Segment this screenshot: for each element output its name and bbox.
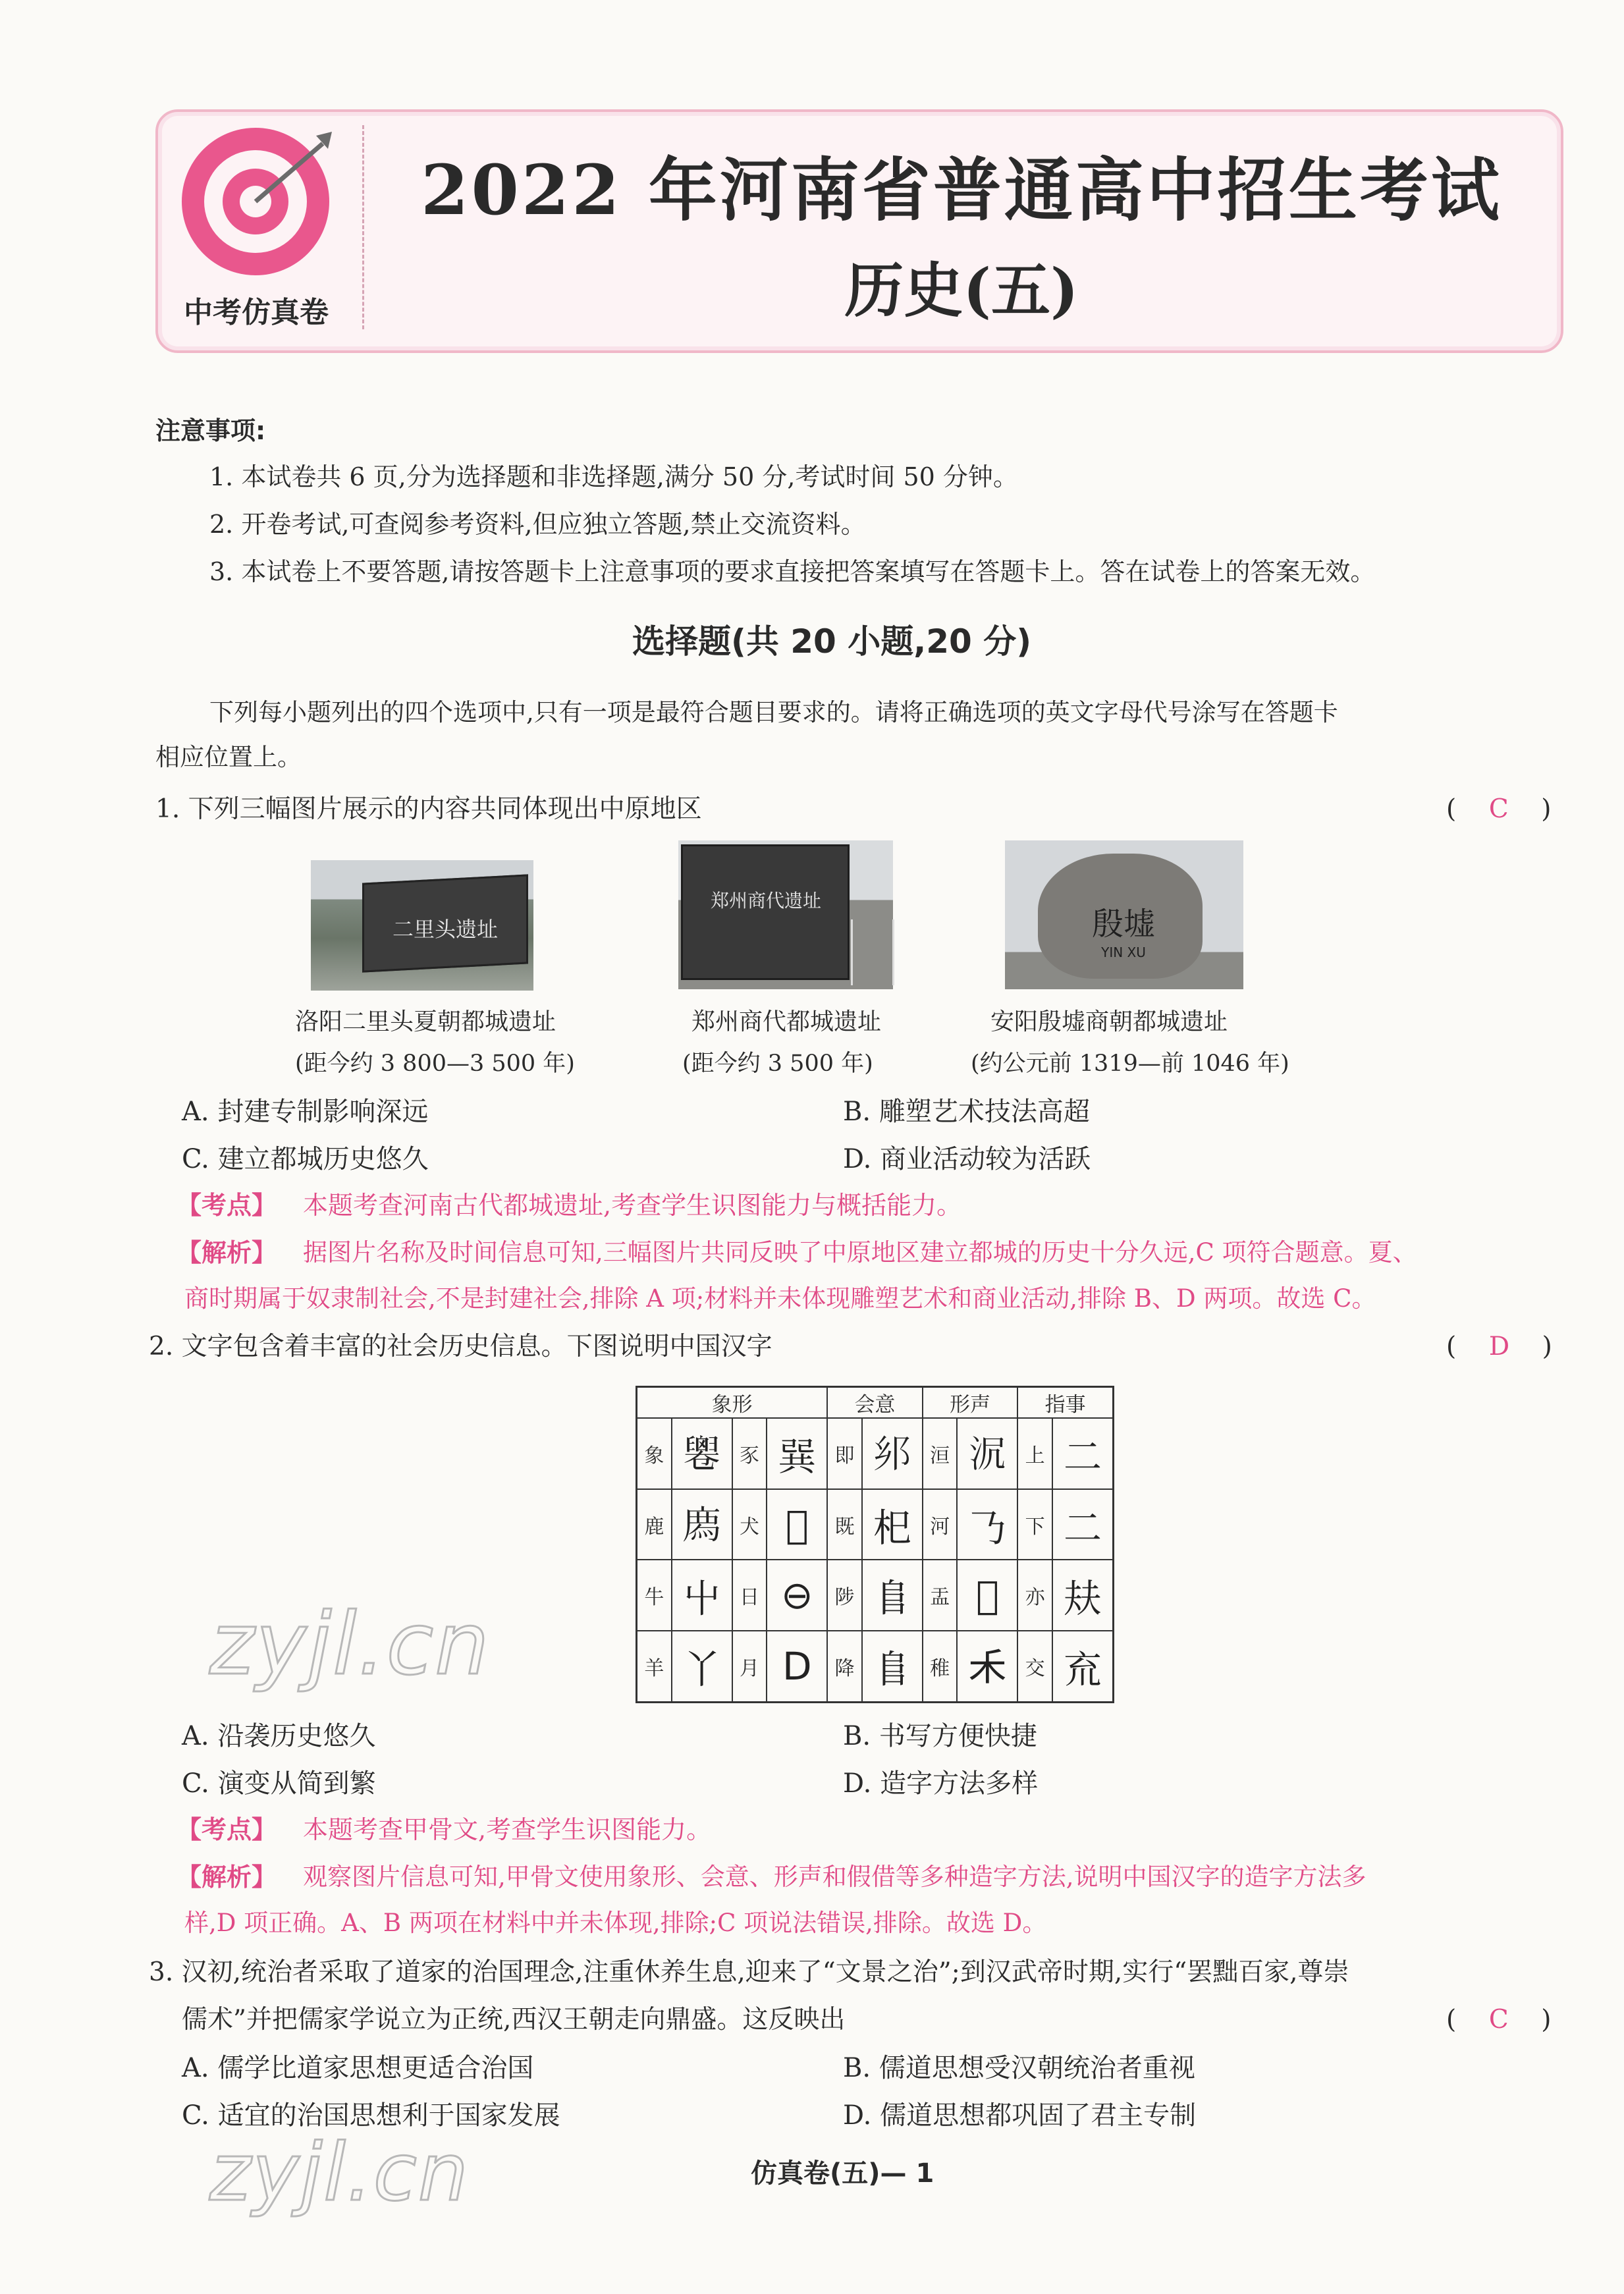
table-row [637,1560,1114,1631]
q2-kaodian: 本题考查甲骨文,考查学生识图能力。 [303,1815,712,1844]
q1-jiexi: 据图片名称及时间信息可知,三幅图片共同反映了中原地区建立都城的历史十分久远,C 项符合题意。夏、 [303,1238,1417,1267]
table-glyph: 丫 [672,1631,732,1702]
photo-yinxu-date: (约公元前 1319—前 1046 年) [971,1051,1289,1077]
q1-option-a: A. 封建专制影响深远 [182,1097,429,1127]
q3-option-a: A. 儒学比道家思想更适合治国 [182,2053,534,2083]
table-cell: 鹿 [637,1489,672,1560]
logo [170,124,367,335]
table-cell: 牛 [637,1560,672,1631]
photo-yinxu-inscription: 殷墟 [1091,906,1155,942]
q1-kaodian-tag: 【考点】 [176,1191,277,1220]
q1-answer-slot: ( C ) [1446,794,1552,824]
q2-option-a: A. 沿袭历史悠久 [182,1721,376,1751]
notice-heading: 注意事项: [155,416,266,445]
q3-option-d: D. 儒道思想都巩固了君主专制 [843,2100,1197,2131]
table-glyph: 𥂅 [957,1560,1017,1631]
logo-label: 中考仿真卷 [184,296,329,329]
q2-kaodian-tag: 【考点】 [176,1815,277,1844]
header-divider [362,125,364,329]
page-footer: 仿真卷(五)— 1 [751,2158,934,2189]
q1-jiexi-tag: 【解析】 [176,1238,277,1267]
table-cell: 洹 [923,1418,958,1489]
table-glyph: 𨸏 [862,1631,923,1702]
q1-kaodian: 本题考查河南古代都城遗址,考查学生识图能力与概括能力。 [303,1191,962,1220]
oracle-bone-table [636,1386,1114,1703]
q1-option-b: B. 雕塑艺术技法高超 [843,1097,1090,1127]
photo-erlitou-inscription: 二里头遗址 [392,917,498,942]
table-header-pictographic: 象形 [637,1387,828,1419]
q3-answer: C [1488,2005,1509,2035]
watermark: zyjl.cn [209,1594,491,1694]
table-cell: 犬 [732,1489,767,1560]
photo-zhengzhou [678,840,893,989]
section-instruction: 下列每小题列出的四个选项中,只有一项是最符合题目要求的。请将正确选项的英文字母代号涂写在答题卡 [209,698,1338,726]
q3-stem: 3. 汉初,统治者采取了道家的治国理念,注重休养生息,迎来了“文景之治”;到汉武帝时期,实行“罢黜百家,尊崇 [149,1957,1349,1987]
table-cell: 上 [1017,1418,1052,1489]
photo-zhengzhou-date: (距今约 3 500 年) [682,1051,873,1077]
notice-item-3: 3. 本试卷上不要答题,请按答题卡上注意事项的要求直接把答案填写在答题卡上。答在试卷上的答案无效。 [209,557,1376,586]
table-glyph: 𥝌 [957,1631,1017,1702]
table-glyph: 屮 [672,1560,732,1631]
q2-answer-slot: ( D ) [1446,1332,1552,1361]
subject-title: 历史(五) [844,256,1079,325]
photo-erlitou-date: (距今约 3 800—3 500 年) [295,1051,575,1077]
q1-answer: C [1488,794,1509,824]
table-glyph: 𣏌 [862,1489,923,1560]
notice-item-1: 1. 本试卷共 6 页,分为选择题和非选择题,满分 50 分,考试时间 50 分钟。 [209,462,1018,491]
q1-option-c: C. 建立都城历史悠久 [182,1144,429,1174]
q2-answer: D [1488,1332,1510,1361]
table-glyph: 𢊁 [672,1489,732,1560]
table-cell: 即 [827,1418,862,1489]
photo-erlitou [311,860,533,991]
watermark: zyjl.cn [209,2127,470,2219]
q3-option-b: B. 儒道思想受汉朝统治者重视 [843,2053,1195,2083]
q2-option-d: D. 造字方法多样 [843,1768,1039,1799]
table-glyph: 𨙵 [862,1418,923,1489]
table-header-phonetic: 形声 [923,1387,1018,1419]
table-cell: 象 [637,1418,672,1489]
q1-option-d: D. 商业活动较为活跃 [843,1144,1091,1174]
section-instruction-cont: 相应位置上。 [155,743,302,771]
q2-option-c: C. 演变从简到繁 [182,1768,376,1799]
notice-item-2: 2. 开卷考试,可查阅参考资料,但应独立答题,禁止交流资料。 [209,510,866,539]
table-glyph: 𠄎 [957,1489,1017,1560]
table-glyph: 𣲻 [957,1418,1017,1489]
q2-jiexi-tag: 【解析】 [176,1863,277,1892]
q2-stem: 2. 文字包含着丰富的社会历史信息。下图说明中国汉字 [149,1332,772,1361]
table-cell: 羊 [637,1631,672,1702]
photo-yinxu-inscription-sub: YIN XU [1101,944,1146,960]
section-title: 选择题(共 20 小题,20 分) [632,622,1032,661]
exam-title: 2022 年河南省普通高中招生考试 [421,150,1502,231]
table-glyph: 𢁉 [767,1418,827,1489]
table-cell: 交 [1017,1631,1052,1702]
table-header-compound: 会意 [827,1387,923,1419]
photo-erlitou-caption: 洛阳二里头夏朝都城遗址 [295,1008,556,1035]
table-glyph: 𠨧 [672,1418,732,1489]
table-glyph: 二 [1052,1418,1113,1489]
table-glyph: D [767,1631,827,1702]
table-row [637,1489,1114,1560]
photo-yinxu [1005,840,1243,989]
table-row [637,1418,1114,1489]
table-cell: 既 [827,1489,862,1560]
q3-stem-cont: 儒术”并把儒家学说立为正统,西汉王朝走向鼎盛。这反映出 [182,2005,846,2035]
table-glyph: 二 [1052,1489,1113,1560]
table-glyph: ⊖ [767,1560,827,1631]
table-cell: 日 [732,1560,767,1631]
table-cell: 稚 [923,1631,958,1702]
q2-jiexi: 观察图片信息可知,甲骨文使用象形、会意、形声和假借等多种造字方法,说明中国汉字的造字方法多 [303,1863,1367,1891]
q3-option-c: C. 适宜的治国思想利于国家发展 [182,2100,560,2131]
q1-jiexi-cont: 商时期属于奴隶制社会,不是封建社会,排除 A 项;材料并未体现雕塑艺术和商业活动,排除 B、D 两项。故选 C。 [184,1284,1376,1313]
table-glyph: 𢁋 [767,1489,827,1560]
table-cell: 月 [732,1631,767,1702]
q3-answer-slot: ( C ) [1446,2005,1552,2035]
photo-zhengzhou-caption: 郑州商代都城遗址 [691,1008,882,1035]
table-glyph: 㚘 [1052,1560,1113,1631]
table-glyph: 㐬 [1052,1631,1113,1702]
q2-option-b: B. 书写方便快捷 [843,1721,1037,1751]
table-glyph: 𨸏 [862,1560,923,1631]
table-cell: 下 [1017,1489,1052,1560]
table-cell: 陟 [827,1560,862,1631]
table-cell: 河 [923,1489,958,1560]
table-cell: 盂 [923,1560,958,1631]
table-header-indicative: 指事 [1017,1387,1113,1419]
table-row [637,1631,1114,1702]
table-cell: 降 [827,1631,862,1702]
q1-stem: 1. 下列三幅图片展示的内容共同体现出中原地区 [155,794,702,824]
photo-yinxu-caption: 安阳殷墟商朝都城遗址 [990,1008,1228,1035]
table-cell: 亦 [1017,1560,1052,1631]
table-cell: 豕 [732,1418,767,1489]
q2-jiexi-cont: 样,D 项正确。A、B 两项在材料中并未体现,排除;C 项说法错误,排除。故选 D。 [184,1909,1047,1937]
photo-zhengzhou-inscription: 郑州商代遗址 [710,890,821,912]
